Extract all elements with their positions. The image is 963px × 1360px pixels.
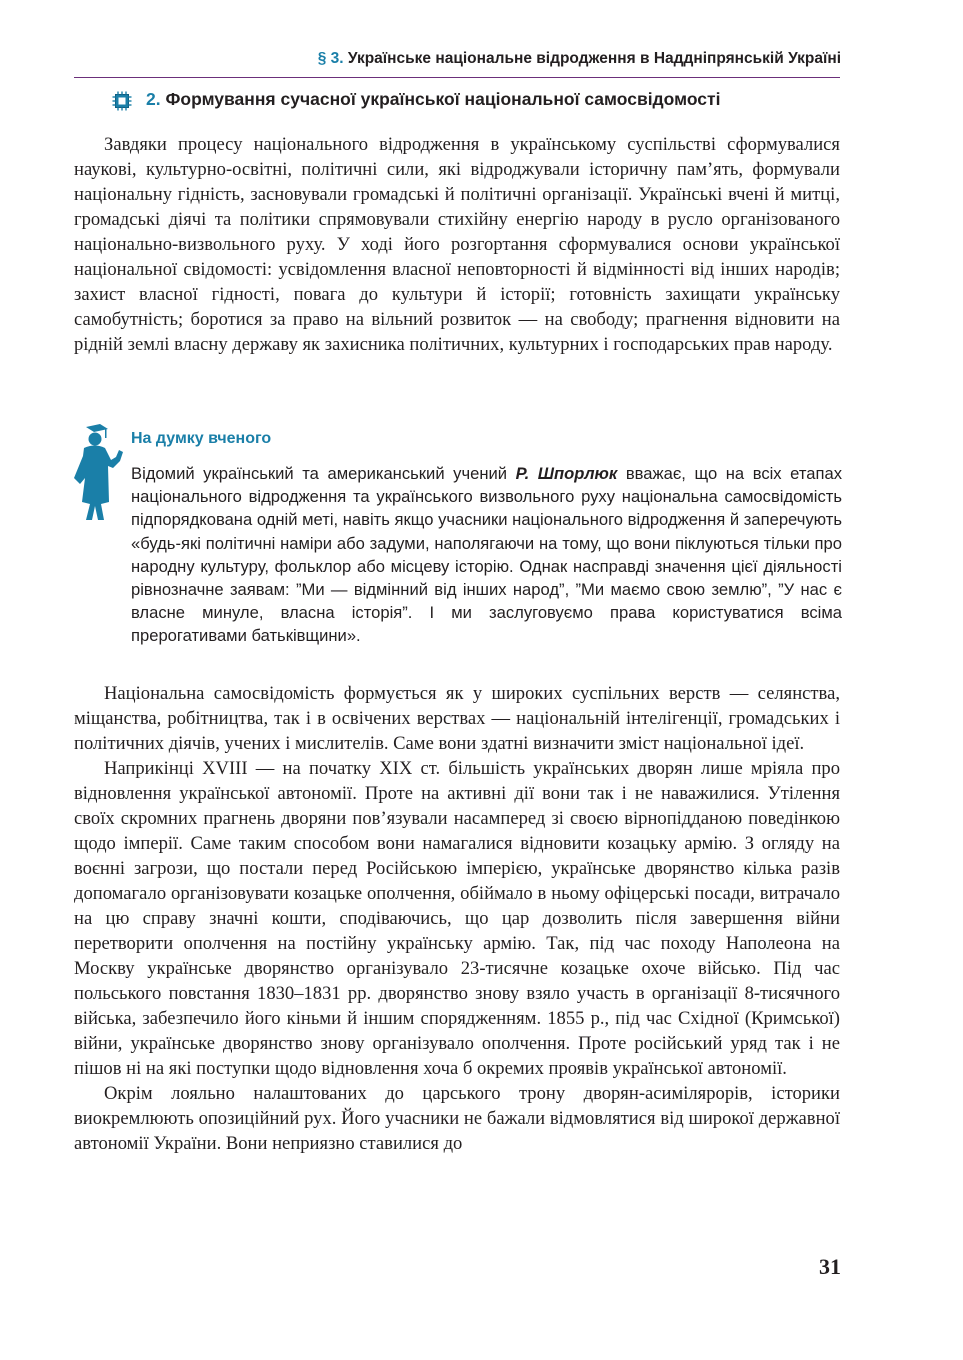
opinion-text-end: вважає, що на всіх етапах національного відродження та українського визвольного руху національна самосвідомість підпорядкована одній меті, навіть якщо учасники національного відродження й заперечують «будь-які політичні наміри або задуми, наполягаючи на тому, що вони піклуються тільки про народну культуру, фольклор або місцеву історію. Однак насправді значення цієї діяльності рівнозначне заявам: ”Ми — відмінний від інших народ”, ”Ми маємо свою землю”, ”У нас є власне минуле, власна історія”. І ми заслуговуємо права користуватися всіма прерогативами батьківщини». <box>131 464 842 646</box>
paragraph: Національна самосвідомість формується як у широких суспільних верств — селянства, міщанства, робітництва, так і в освічених верствах — національній інтелігенції, громадських і політичних діячів, учених і мислителів. Саме вони здатні визначити зміст національної ідеї. <box>74 683 840 754</box>
section-heading-title: Формування сучасної української національної самосвідомості <box>165 89 721 109</box>
chip-icon <box>112 91 132 111</box>
header-rule <box>74 77 840 78</box>
opinion-text-start: Відомий український та американський учений <box>131 464 516 483</box>
header-section-number: § 3. <box>317 50 344 67</box>
paragraph: Завдяки процесу національного відродження в українському суспільстві сформувалися наукові, культурно-освітні, політичні сили, які відроджували історичну пам’ять, формували національну гідність, засновували громадські й політичні організації. Українські вчені й митці, громадські діячі та політики спрямовували стихійну енергію народу в русло організованого національно-визвольного руху. У ході його розгортання сформувалися основи української національної свідомості: усвідомлення власної неповторності й відмінності від інших народів; захист власної гідності, повага до культури й історії; готовність захищати українську самобутність; боротися за право на вільний розвиток — на свободу; прагнення відновити на рідній землі власну державу як захисника політичних, культурних і господарських прав народу. <box>74 134 840 355</box>
body-text-bottom <box>74 681 840 1156</box>
running-header <box>318 50 841 68</box>
opinion-title: На думку вченого <box>131 430 272 447</box>
header-section-title: Українське національне відродження в Наддніпрянській Україні <box>347 50 841 67</box>
opinion-text <box>131 462 842 648</box>
paragraph: Окрім лояльно налаштованих до царського трону дворян-асимілярорів, історики виокремлюють опозиційний рух. Його учасники не бажали відмовлятися від широкої державної автономії України. Вони неприязно ставилися до <box>74 1083 840 1154</box>
page-number: 31 <box>819 1254 841 1279</box>
scholar-icon <box>70 424 126 524</box>
body-text-top <box>74 132 840 357</box>
section-heading-number: 2. <box>146 89 161 109</box>
paragraph: Наприкінці XVIII — на початку XIX ст. більшість українських дворян лише мріяла про відновлення української автономії. Проте на активні дії вони так і не наважилися. Утілення своїх скромних прагнень дворяни пов’язували насамперед зі своєю вірнопідданою поведінкою щодо імперії. Саме таким способом вони намагалися відновити козацьку армію. З огляду на воєнні загрози, що постали перед Російською імперією, українське дворянство кілька разів допомагало організовувати козацьке ополчення, обіймало в ньому офіцерські посади, витрачало на цю справу значні кошти, сподіваючись, що цар дозволить після завершення війни перетворити ополчення на постійну українську армію. Так, під час походу Наполеона на Москву українське дворянство організувало 23-тисячне козацьке охоче військо. Під час польського повстання 1830–1831 рр. дворянство знову взяло участь в організації 8-тисячного війська, забезпечило його кіньми й іншим спорядженням. 1855 р., під час Східної (Кримської) війни, українське дворянство знову організувало ополчення. Проте російський уряд так і не пішов ні на які поступки щодо відновлення хоча б окремих проявів української автономії. <box>74 758 840 1079</box>
opinion-author: Р. Шпорлюк <box>515 464 618 483</box>
